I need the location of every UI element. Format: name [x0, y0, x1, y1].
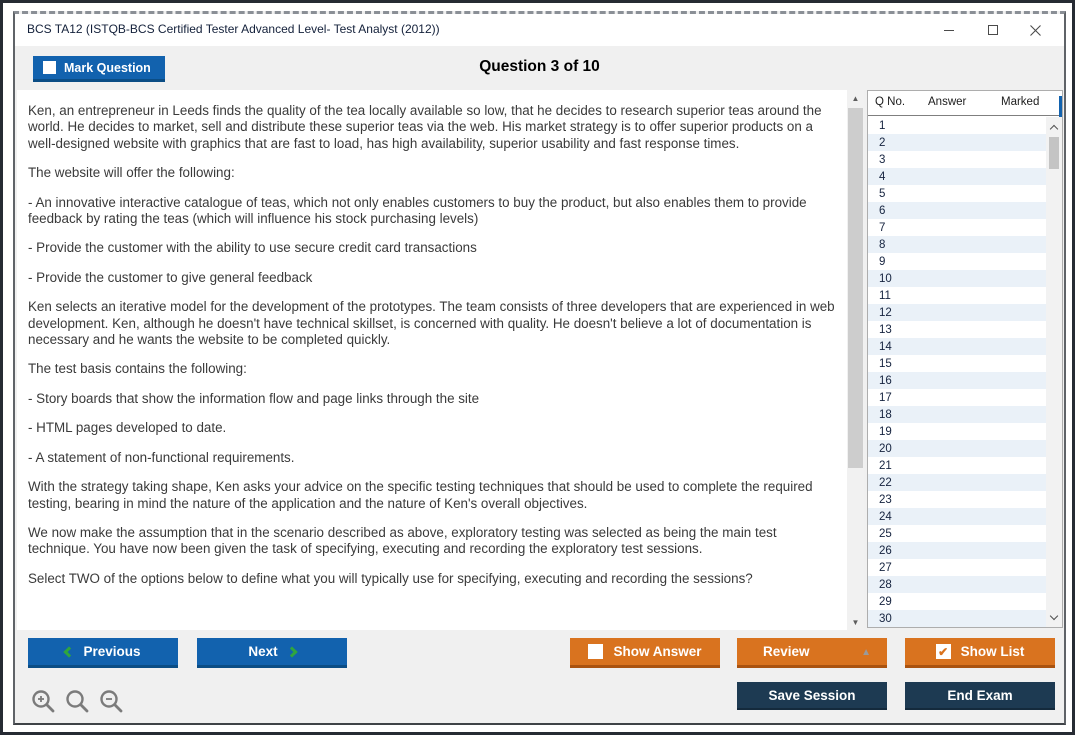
- question-list-row[interactable]: [868, 321, 1046, 338]
- question-list-row[interactable]: [868, 168, 1046, 185]
- column-header-answer: Answer: [928, 96, 967, 108]
- zoom-in-icon[interactable]: [30, 688, 57, 715]
- column-header-marked: Marked: [1001, 96, 1040, 108]
- zoom-out-icon[interactable]: [98, 688, 125, 715]
- list-scroll-down-icon[interactable]: [1046, 609, 1062, 625]
- previous-button[interactable]: [28, 638, 178, 668]
- next-label: Next: [248, 644, 278, 659]
- close-icon: [1029, 24, 1042, 37]
- question-list-row[interactable]: [868, 423, 1046, 440]
- question-number: 26: [879, 544, 892, 557]
- question-number: 27: [879, 561, 892, 574]
- question-number: 13: [879, 323, 892, 336]
- question-list-row[interactable]: [868, 440, 1046, 457]
- question-paragraph: - A statement of non-functional requirements.: [28, 449, 295, 465]
- question-list-row[interactable]: [868, 576, 1046, 593]
- question-number: 29: [879, 595, 892, 608]
- question-list-row[interactable]: [868, 406, 1046, 423]
- question-list-row[interactable]: [868, 389, 1046, 406]
- question-number: 3: [879, 153, 886, 166]
- question-list-row[interactable]: [868, 372, 1046, 389]
- list-scrollbar-thumb[interactable]: [1049, 137, 1059, 169]
- chevron-left-icon: [64, 646, 75, 657]
- question-number: 1: [879, 119, 886, 132]
- question-paragraph: Ken, an entrepreneur in Leeds finds the quality of the tea locally available so low, that he decides to research superior teas around the world. He decides to market, sell and distribute these superior teas via the web. His market strategy is to offer superior products on a well-designed website with graphics that are fast to load, has high availability, superior usability and fast response times.: [28, 103, 822, 151]
- titlebar: [15, 14, 1064, 46]
- minimize-icon: [943, 24, 955, 36]
- question-list-row[interactable]: [868, 151, 1046, 168]
- end-exam-button[interactable]: [905, 682, 1055, 710]
- question-list-row[interactable]: [868, 185, 1046, 202]
- question-list-row[interactable]: [868, 355, 1046, 372]
- show-answer-checkbox[interactable]: [588, 644, 603, 659]
- question-paragraph: The test basis contains the following:: [28, 361, 247, 377]
- question-paragraph: The website will offer the following:: [28, 165, 235, 181]
- column-header-qno: Q No.: [875, 96, 906, 108]
- question-list-row[interactable]: [868, 219, 1046, 236]
- question-number: 20: [879, 442, 892, 455]
- checkmark-icon: ✔: [938, 644, 949, 659]
- question-list-row[interactable]: [868, 304, 1046, 321]
- list-scrollbar[interactable]: [1046, 117, 1062, 627]
- question-list-row[interactable]: [868, 338, 1046, 355]
- question-paragraph: - Provide the customer to give general feedback: [28, 269, 313, 285]
- question-list-row[interactable]: [868, 236, 1046, 253]
- question-list-row[interactable]: [868, 134, 1046, 151]
- question-paragraph: We now make the assumption that in the scenario described as above, exploratory testing was selected as being the main test technique. You have now been given the task of specifying, executing and recording the exploratory test sessions.: [28, 524, 777, 557]
- question-list-row[interactable]: [868, 610, 1046, 627]
- question-list-rows: [868, 117, 1046, 627]
- question-number: 21: [879, 459, 892, 472]
- question-number: 12: [879, 306, 892, 319]
- minimize-button[interactable]: [934, 21, 964, 39]
- question-number: 8: [879, 238, 886, 251]
- question-paragraph: - Provide the customer with the ability to use secure credit card transactions: [28, 240, 477, 256]
- question-paragraph: Select TWO of the options below to define what you will typically use for specifying, executing and recording the sessions?: [28, 570, 753, 586]
- question-number: 15: [879, 357, 892, 370]
- question-number: 22: [879, 476, 892, 489]
- question-number: 11: [879, 289, 891, 302]
- question-list-row[interactable]: [868, 525, 1046, 542]
- save-session-button[interactable]: [737, 682, 887, 710]
- maximize-button[interactable]: [978, 21, 1008, 39]
- end-exam-label: End Exam: [947, 687, 1013, 703]
- zoom-toolbar: [30, 688, 125, 715]
- question-number: 10: [879, 272, 892, 285]
- magnifier-icon[interactable]: [64, 688, 91, 715]
- question-number: 18: [879, 408, 892, 421]
- question-number: 6: [879, 204, 886, 217]
- question-number: 14: [879, 340, 892, 353]
- question-number: 7: [879, 221, 886, 234]
- next-button[interactable]: [197, 638, 347, 668]
- question-number: 23: [879, 493, 892, 506]
- question-paragraph: Ken selects an iterative model for the development of the prototypes. The team consists of three developers that are experienced in web development. Ken, although he doesn't have technical skillset, is concerned with quality. He doesn't believe a lot of documentation is necessary and he wants the website to be completed quickly.: [28, 299, 835, 348]
- question-list-row[interactable]: [868, 491, 1046, 508]
- previous-label: Previous: [83, 644, 141, 659]
- question-number: 24: [879, 510, 892, 523]
- show-answer-label: Show Answer: [613, 644, 702, 659]
- list-scroll-up-icon[interactable]: [1046, 119, 1062, 135]
- question-list-row[interactable]: [868, 117, 1046, 134]
- question-list-row[interactable]: [868, 287, 1046, 304]
- question-paragraph: - Story boards that show the information flow and page links through the site: [28, 390, 480, 406]
- question-list-panel: [867, 90, 1063, 628]
- question-list-row[interactable]: [868, 508, 1046, 525]
- question-number: 5: [879, 187, 886, 200]
- review-dropdown[interactable]: [737, 638, 887, 668]
- caret-up-icon: ▲: [861, 647, 871, 658]
- question-number: 25: [879, 527, 892, 540]
- question-text-panel: [17, 90, 847, 630]
- question-list-row[interactable]: [868, 559, 1046, 576]
- show-list-checkbox[interactable]: [936, 644, 951, 659]
- show-answer-button[interactable]: [570, 638, 720, 668]
- scroll-up-arrow-icon[interactable]: ▲: [851, 93, 860, 103]
- question-number: 28: [879, 578, 892, 591]
- question-paragraph: - An innovative interactive catalogue of teas, which not only enables customers to buy the product, but also enables them to provide feedback by rating the teas (which will influence his stock purchasing levels): [28, 194, 807, 227]
- scroll-down-arrow-icon[interactable]: ▼: [851, 617, 860, 627]
- close-button[interactable]: [1020, 21, 1050, 39]
- question-number: 17: [879, 391, 892, 404]
- show-list-button[interactable]: [905, 638, 1055, 668]
- question-paragraph: With the strategy taking shape, Ken asks your advice on the specific testing techniques that should be used to complete the required testing, bearing in mind the nature of the application and the nature of Ken's overall objectives.: [28, 479, 813, 511]
- question-list-row[interactable]: [868, 593, 1046, 610]
- question-number: 4: [879, 170, 886, 183]
- question-number: 16: [879, 374, 892, 387]
- question-number: 19: [879, 425, 892, 438]
- chevron-right-icon: [286, 646, 297, 657]
- text-scrollbar[interactable]: [847, 90, 864, 630]
- question-list-row[interactable]: [868, 542, 1046, 559]
- show-list-label: Show List: [960, 644, 1025, 659]
- window-title: BCS TA12 (ISTQB-BCS Certified Tester Advanced Level- Test Analyst (2012)): [27, 22, 440, 36]
- maximize-icon: [987, 24, 999, 36]
- question-list-row[interactable]: [868, 253, 1046, 270]
- question-list-row[interactable]: [868, 270, 1046, 287]
- question-number: 9: [879, 255, 886, 268]
- question-number: 30: [879, 612, 892, 625]
- question-list-header: [868, 91, 1062, 116]
- question-paragraph: - HTML pages developed to date.: [28, 420, 227, 436]
- save-session-label: Save Session: [768, 687, 856, 703]
- question-list-row[interactable]: [868, 202, 1046, 219]
- text-scrollbar-thumb[interactable]: [848, 108, 863, 468]
- mark-question-label: Mark Question: [64, 60, 151, 75]
- question-counter: Question 3 of 10: [479, 58, 600, 75]
- question-list-row[interactable]: [868, 474, 1046, 491]
- exam-window: [13, 11, 1066, 725]
- question-list-row[interactable]: [868, 457, 1046, 474]
- question-number: 2: [879, 136, 886, 149]
- review-label: Review: [763, 644, 810, 659]
